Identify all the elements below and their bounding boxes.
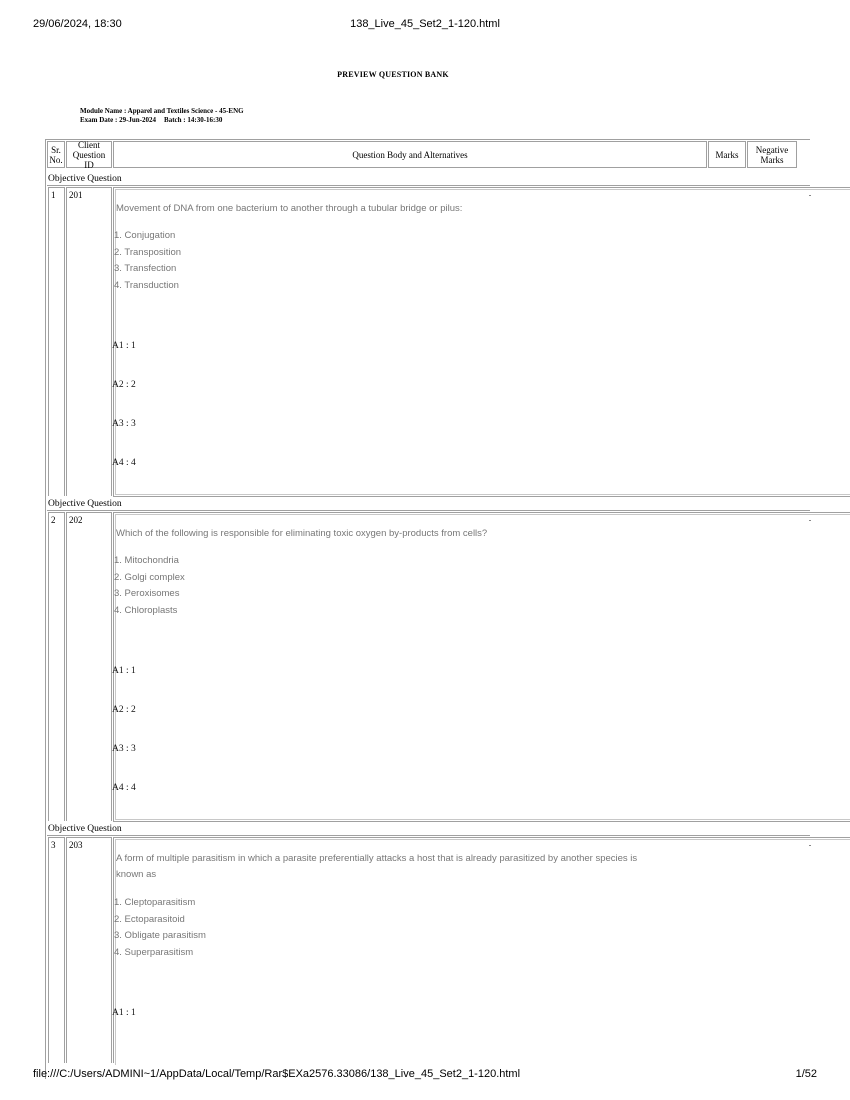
file-path: file:///C:/Users/ADMINI~1/AppData/Local/Temp/Rar$EXa2576.33086/138_Live_45_Set2_1-120.html (33, 1068, 521, 1080)
table-header (47, 141, 802, 168)
answer-id: A3 : 3 (112, 744, 136, 754)
options-list (114, 895, 206, 962)
options-list (114, 553, 185, 620)
exam-meta (80, 107, 244, 125)
option: 3. Obligate parasitism (114, 930, 206, 942)
answer-id: A1 : 1 (112, 1008, 136, 1018)
page-title: PREVIEW QUESTION BANK (337, 70, 449, 79)
option: 1. Cleptoparasitism (114, 897, 196, 908)
options-list (114, 228, 181, 295)
option: 2. Transposition (114, 246, 182, 258)
col-marks: Marks (708, 141, 746, 168)
option: 1. Mitochondria (114, 555, 179, 566)
option: 3. Transfection (114, 263, 177, 275)
exam-date: Exam Date : 29-Jun-2024 (80, 116, 157, 124)
question-text: A form of multiple parasitism in which a parasite preferentially attacks a host that is already parasitized by another species is known as (116, 853, 638, 880)
option: 1. Conjugation (114, 230, 176, 241)
page-number: 1/52 (795, 1068, 817, 1080)
col-client-id: Client Question ID (66, 141, 112, 168)
option: 2. Ectoparasitoid (114, 913, 185, 925)
module-name: Module Name : Apparel and Textiles Science - 45-ENG (80, 107, 244, 115)
question-block (47, 173, 810, 496)
question-type: Objective Question (48, 174, 122, 184)
col-negative-marks: Negative Marks (747, 141, 797, 168)
col-question-body: Question Body and Alternatives (113, 141, 707, 168)
option: 2. Golgi complex (114, 571, 185, 583)
answer-id: A4 : 4 (112, 458, 136, 468)
option: 3. Peroxisomes (114, 588, 180, 600)
print-header (33, 18, 817, 34)
option: 4. Chloroplasts (114, 605, 178, 617)
sr-no: 3 (48, 837, 65, 1063)
batch-time: Batch : 14:30-16:30 (164, 116, 223, 124)
print-datetime: 29/06/2024, 18:30 (33, 18, 122, 30)
question-type: Objective Question (48, 824, 122, 834)
question-body (113, 187, 850, 497)
print-footer (33, 1068, 817, 1084)
question-block (47, 498, 810, 821)
answer-id: A3 : 3 (112, 419, 136, 429)
answer-id: A1 : 1 (112, 666, 136, 676)
answer-id: A1 : 1 (112, 341, 136, 351)
question-text: Movement of DNA from one bacterium to another through a tubular bridge or pilus: (116, 203, 463, 214)
client-question-id: 201 (66, 187, 112, 496)
option: 4. Superparasitism (114, 947, 194, 959)
sr-no: 1 (48, 187, 65, 496)
client-question-id: 203 (66, 837, 112, 1063)
print-filename: 138_Live_45_Set2_1-120.html (350, 18, 500, 30)
sr-no: 2 (48, 512, 65, 821)
question-body (113, 512, 850, 822)
col-sr: Sr. No. (47, 141, 65, 168)
client-question-id: 202 (66, 512, 112, 821)
answer-id: A2 : 2 (112, 380, 136, 390)
question-block (47, 823, 810, 1063)
answer-id: A2 : 2 (112, 705, 136, 715)
answer-id: A4 : 4 (112, 783, 136, 793)
option: 4. Transduction (114, 280, 179, 292)
question-type: Objective Question (48, 499, 122, 509)
question-text: Which of the following is responsible for eliminating toxic oxygen by-products from cells? (116, 528, 488, 539)
